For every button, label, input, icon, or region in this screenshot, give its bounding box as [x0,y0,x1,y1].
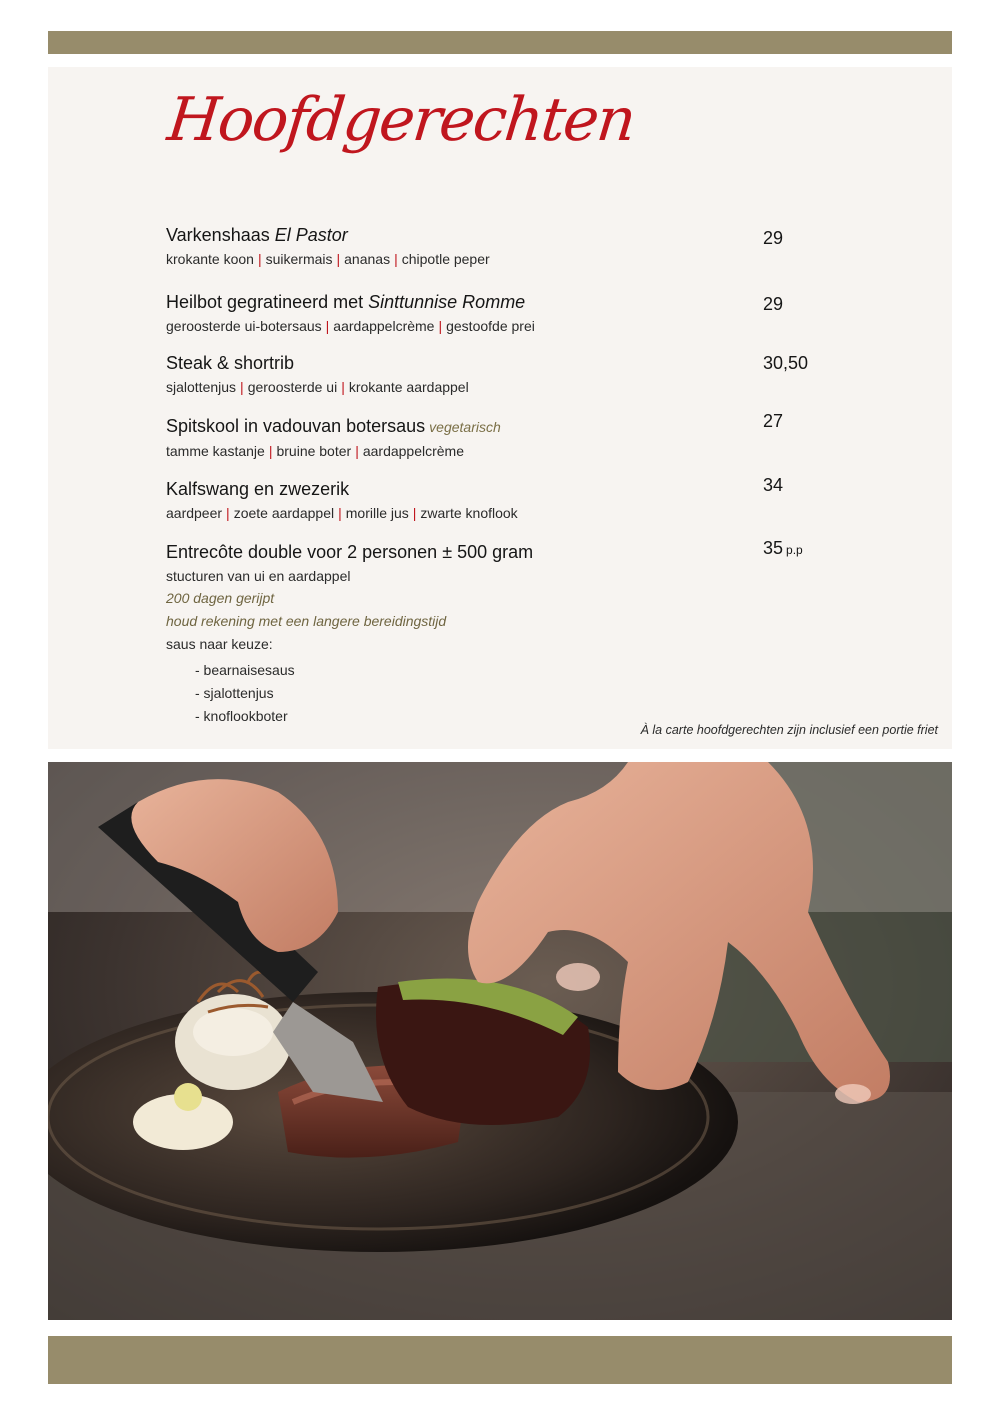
price-unit: p.p [786,543,803,557]
dish-price: 34 [763,475,784,495]
dish-price: 29 [763,228,784,248]
menu-item-spitskool [166,414,766,462]
menu-item-entrecote [166,540,766,728]
dish-name: Spitskool in vadouvan botersaus vegetarisch [166,416,501,436]
dish-note-aged: 200 dagen gerijpt [166,590,275,606]
dish-price: 27 [763,411,784,431]
menu-item-steak [166,351,766,398]
dish-note-preparation: houd rekening met een langere bereidingstijd [166,613,447,629]
menu-item-kalfswang [166,477,766,524]
dish-name: Kalfswang en zwezerik [166,479,350,499]
page-title: Hoofdgerechten [164,85,638,155]
sauce-option: - bearnaisesaus [195,662,295,678]
dish-name: Heilbot gegratineerd met Sinttunnise Romme [166,292,526,312]
menu-panel [48,67,952,749]
dish-name: Steak & shortrib [166,353,295,373]
bottom-decorative-band [48,1336,952,1384]
sauce-heading: saus naar keuze: [166,636,273,652]
dish-price: 35 p.p [763,538,803,558]
sauce-option: - sjalottenjus [195,685,274,701]
dish-price: 29 [763,294,784,314]
dish-sides: sjalottenjus | geroosterde ui | krokante aardappel [166,379,469,395]
dish-price: 30,50 [763,353,809,373]
dish-description: stucturen van ui en aardappel [166,568,351,584]
dish-name: Entrecôte double voor 2 personen ± 500 gram [166,542,534,562]
sauce-list [195,659,766,728]
vegetarian-tag: vegetarisch [429,419,501,435]
footnote: À la carte hoofdgerechten zijn inclusief een portie friet [640,723,938,737]
dish-sides: krokante koon | suikermais | ananas | chipotle peper [166,251,490,267]
plated-meat-photo [48,762,952,1320]
dish-sides: aardpeer | zoete aardappel | morille jus | zwarte knoflook [166,505,518,521]
dish-name: Varkenshaas El Pastor [166,225,348,245]
dish-sides: tamme kastanje | bruine boter | aardappelcrème [166,443,464,459]
menu-item-varkenshaas [166,223,766,270]
top-decorative-band [48,31,952,54]
dish-sides: geroosterde ui-botersaus | aardappelcrème | gestoofde prei [166,318,535,334]
sauce-option: - knoflookboter [195,708,288,724]
menu-item-heilbot [166,290,766,337]
